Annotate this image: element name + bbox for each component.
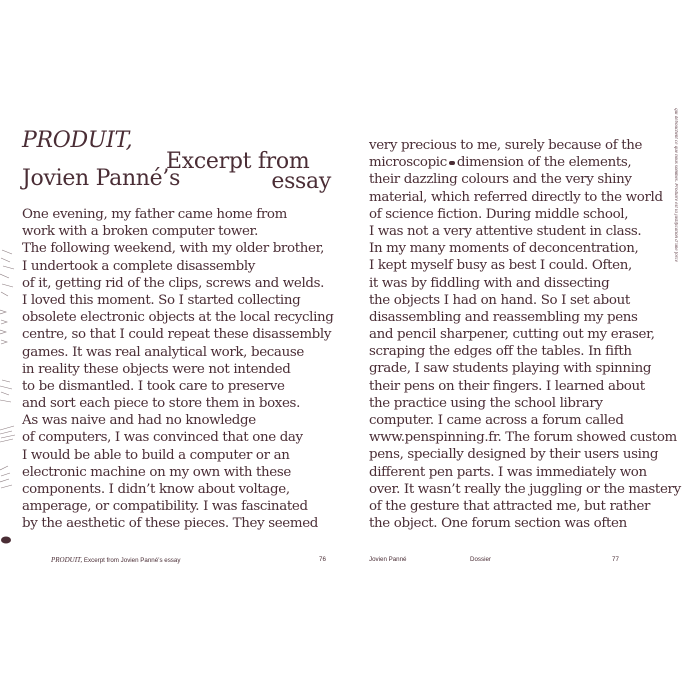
running-footer-rest: Excerpt from Jovien Panné’s essay: [82, 557, 181, 564]
right-body-text: [369, 137, 681, 532]
side-note-text: qui débouchent ce que nous sommes. Produire est la justification d’une force: [673, 108, 678, 262]
text-line: the object. One forum section was often: [369, 516, 627, 532]
text-line: and sort each piece to store them in boxes.: [22, 396, 300, 412]
text-fragment: microscopic: [369, 155, 447, 171]
text-line: games. It was real analytical work, because: [22, 344, 304, 360]
text-line: amperage, or compatibility. I was fascinated: [22, 499, 308, 515]
text-line: One evening, my father came home from: [22, 207, 287, 222]
running-footer-title: PRODUIT,: [51, 556, 83, 564]
text-line: components. I didn’t know about voltage,: [22, 482, 290, 497]
text-line: I loved this moment. So I started collecting: [22, 292, 301, 308]
text-line: of the gesture that attracted me, but rather: [369, 498, 651, 514]
text-line: of science fiction. During middle school,: [369, 206, 629, 222]
text-line: disassembling and reassembling my pens: [369, 309, 638, 325]
text-line: over. It wasn’t really the juggling or the mastery: [369, 481, 681, 497]
text-line: I undertook a complete disassembly: [22, 258, 256, 274]
page-number-left: 76: [319, 556, 326, 563]
ink-blot-icon: [1, 537, 11, 544]
text-fragment: dimension of the elements,: [456, 155, 632, 171]
text-line: obsolete electronic objects at the local recycling: [22, 310, 334, 326]
inline-mark-icon: [449, 161, 455, 165]
text-line: computer. I came across a forum called: [369, 413, 624, 428]
text-line: it was by fiddling with and dissecting: [369, 275, 610, 291]
text-line: grade, I saw students playing with spinning: [369, 361, 652, 377]
text-line: www.penspinning.fr. The forum showed custom: [369, 430, 677, 446]
essay-title-block: [22, 128, 337, 200]
title-produit: PRODUIT,: [22, 128, 133, 153]
text-line: of it, getting rid of the clips, screws and welds.: [22, 275, 325, 291]
text-line: their dazzling colours and the very shiny: [369, 172, 632, 188]
title-excerpt-from: Excerpt from: [166, 149, 310, 174]
text-line: the practice using the school library: [369, 395, 603, 411]
text-line: of computers, I was convinced that one day: [22, 430, 303, 446]
text-line: and pencil sharpener, cutting out my eraser,: [369, 327, 655, 343]
margin-illustration: [0, 240, 20, 560]
right-page: [349, 0, 698, 698]
running-footer-left: [51, 556, 180, 565]
text-line: I would be able to build a computer or an: [22, 447, 290, 463]
text-line: in reality these objects were not intended: [22, 361, 291, 377]
footer-section-right: Dossier: [470, 556, 491, 563]
text-line: to be dismantled. I took care to preserve: [22, 378, 285, 394]
text-line: different pen parts. I was immediately won: [369, 464, 647, 480]
text-line: I kept myself busy as best I could. Often,: [369, 258, 632, 274]
text-line: I was not a very attentive student in class.: [369, 223, 642, 239]
text-line: the objects I had on hand. So I set about: [369, 292, 630, 308]
left-body-text: [22, 206, 334, 533]
text-line: work with a broken computer tower.: [22, 224, 259, 240]
text-line: electronic machine on my own with these: [22, 464, 291, 480]
text-line: The following weekend, with my older brother,: [22, 241, 325, 257]
title-essay: essay: [271, 169, 331, 194]
footer-author-right: Jovien Panné: [369, 556, 407, 563]
text-line: very precious to me, surely because of the: [369, 138, 643, 153]
page-number-right: 77: [612, 556, 619, 563]
text-line: centre, so that I could repeat these disassembly: [22, 327, 332, 343]
text-line: As was naive and had no knowledge: [22, 413, 256, 429]
vertical-side-note: [672, 108, 678, 262]
text-line: scraping the edges off the tables. In fifth: [369, 344, 632, 360]
text-line: material, which referred directly to the world: [369, 189, 663, 205]
text-line: pens, specially designed by their users using: [369, 447, 659, 463]
text-line: [369, 154, 681, 171]
text-line: their pens on their fingers. I learned about: [369, 378, 645, 394]
text-line: In my many moments of deconcentration,: [369, 241, 639, 257]
title-author: Jovien Panné’s: [22, 166, 181, 191]
text-line: by the aesthetic of these pieces. They seemed: [22, 516, 319, 532]
